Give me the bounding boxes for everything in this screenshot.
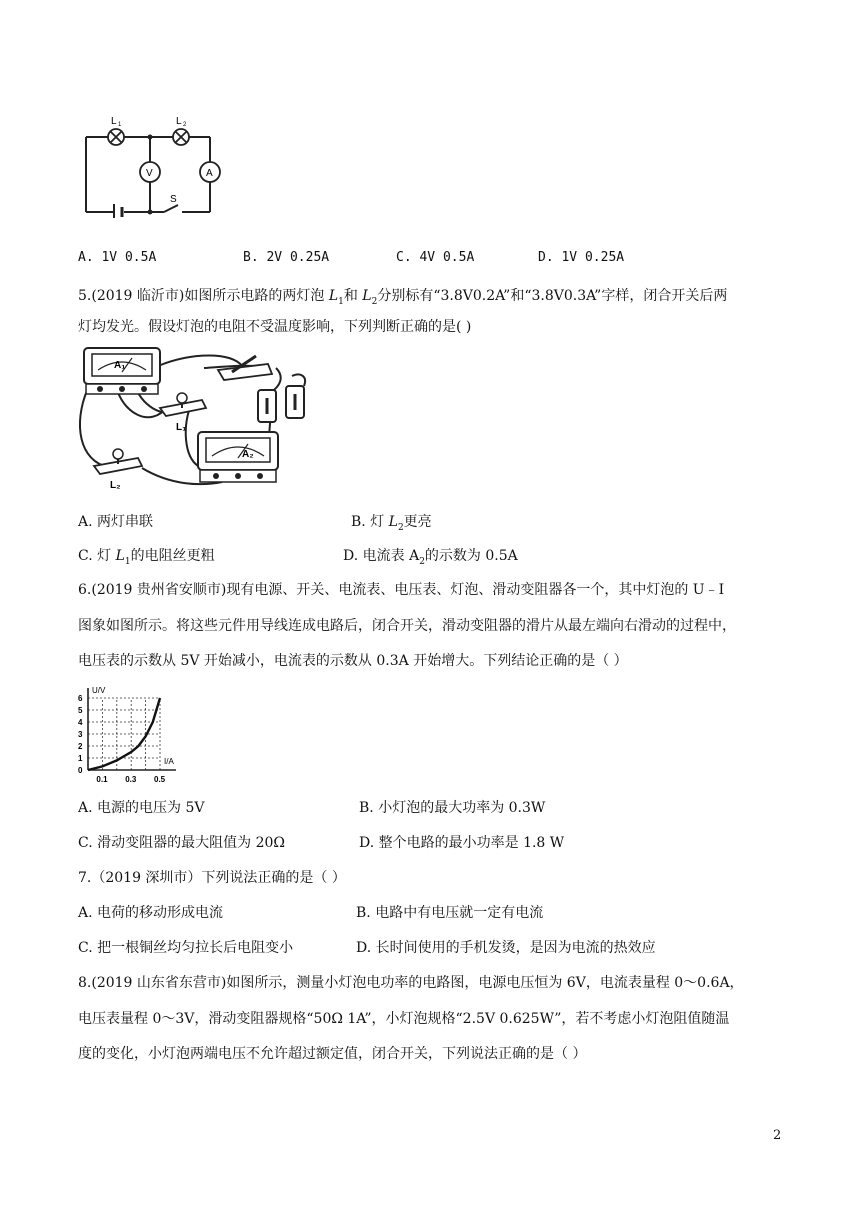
q4-option-b: B. 2V 0.25A: [243, 250, 330, 265]
q5-option-b: B. 灯 $L_2$更亮: [351, 514, 432, 533]
q6-option-c: C. 滑动变阻器的最大阻值为 20Ω: [78, 835, 285, 851]
chart-x-tick-label: 0.5: [154, 775, 166, 784]
page-number: 2: [773, 1128, 782, 1143]
battery-icon: [258, 386, 304, 422]
chart-y-tick-label: 6: [78, 694, 83, 703]
svg-text:1: 1: [118, 122, 122, 128]
chart-y-tick-label: 5: [78, 706, 83, 715]
lamp-l1-icon: [160, 393, 206, 433]
q5-option-a: A. 两灯串联: [78, 514, 154, 530]
svg-text:L₂: L₂: [110, 480, 121, 491]
chart-y-tick-label: 3: [78, 730, 83, 739]
q5-option-d: D. 电流表 $A_2$的示数为 0.5A: [343, 548, 518, 567]
q8-stem-line2: 电压表量程 0～3V，滑动变阻器规格“50Ω 1A”，小灯泡规格“2.5V 0.625W”，若不考虑小灯泡阻值随温: [78, 1011, 730, 1027]
chart-y-tick-label: 0: [78, 766, 83, 775]
svg-text:2: 2: [183, 122, 187, 128]
chart-y-tick-label: 2: [78, 742, 83, 751]
q6-ui-chart: [72, 684, 187, 784]
q6-option-b: B. 小灯泡的最大功率为 0.3W: [359, 800, 546, 816]
q5-stem-line2: 灯均发光。假设灯泡的电阻不受温度影响，下列判断正确的是( ): [78, 319, 472, 335]
q8-stem-line3: 度的变化，小灯泡两端电压不允许超过额定值，闭合开关，下列说法正确的是（ ）: [78, 1046, 587, 1062]
q4-circuit-diagram: [78, 112, 228, 218]
chart-x-tick-label: 0.1: [96, 775, 108, 784]
q6-stem-line3: 电压表的示数从 5V 开始减小，电流表的示数从 0.3A 开始增大。下列结论正确的是（ ）: [78, 653, 628, 669]
svg-text:L₁: L₁: [176, 422, 187, 433]
q6-stem-line2: 图象如图所示。将这些元件用导线连成电路后，闭合开关，滑动变阻器的滑片从最左端向右滑动的过程中，: [78, 618, 736, 634]
q7-option-a: A. 电荷的移动形成电流: [78, 905, 224, 921]
q7-option-c: C. 把一根铜丝均匀拉长后电阻变小: [78, 940, 294, 956]
q4-label-l1: L: [111, 116, 117, 127]
q4-label-a: A: [206, 168, 213, 179]
q7-stem: 7.（2019 深圳市）下列说法正确的是（ ）: [78, 870, 346, 886]
chart-x-tick-label: 0.3: [125, 775, 137, 784]
q4-option-a: A. 1V 0.5A: [78, 250, 157, 265]
ammeter-a1-icon: [84, 348, 160, 394]
q5-circuit-picture: [72, 346, 320, 498]
q8-stem-line1: 8.(2019 山东省东营市)如图所示，测量小灯泡电功率的电路图，电源电压恒为 6V，电流表量程 0～0.6A，: [78, 975, 744, 991]
chart-y-tick-label: 4: [78, 718, 83, 727]
q7-option-b: B. 电路中有电压就一定有电流: [356, 905, 544, 921]
lamp-l1-icon: [108, 129, 124, 145]
chart-y-axis-label: U/V: [92, 686, 106, 695]
q6-stem-line1: 6.(2019 贵州省安顺市)现有电源、开关、电流表、电压表、灯泡、滑动变阻器各一个，其中灯泡的 U﹣I: [78, 582, 725, 598]
chart-y-tick-label: 1: [78, 754, 83, 763]
q5-stem-line1: 5.(2019 临沂市)如图所示电路的两灯泡 $L_1$和 $L_2$分别标有“3.8V0.2A”和“3.8V0.3A”字样，闭合开关后两: [78, 288, 728, 307]
switch-icon: [218, 356, 272, 380]
q4-label-v: V: [146, 168, 153, 179]
lamp-l2-icon: [94, 449, 142, 491]
q4-label-l2: L: [176, 116, 182, 127]
lamp-l2-icon: [173, 129, 189, 145]
q7-option-d: D. 长时间使用的手机发烫，是因为电流的热效应: [356, 940, 656, 956]
q5-option-c: C. 灯 $L_1$的电阻丝更粗: [78, 548, 215, 567]
svg-text:A₂: A₂: [242, 449, 254, 460]
q6-option-a: A. 电源的电压为 5V: [78, 800, 205, 816]
q4-option-d: D. 1V 0.25A: [538, 250, 625, 265]
q6-option-d: D. 整个电路的最小功率是 1.8 W: [359, 835, 565, 851]
q4-label-s: S: [170, 194, 177, 205]
q4-option-c: C. 4V 0.5A: [396, 250, 475, 265]
ammeter-a2-icon: [198, 432, 278, 482]
chart-x-axis-label: I/A: [164, 757, 174, 766]
svg-text:A₁: A₁: [114, 360, 126, 371]
